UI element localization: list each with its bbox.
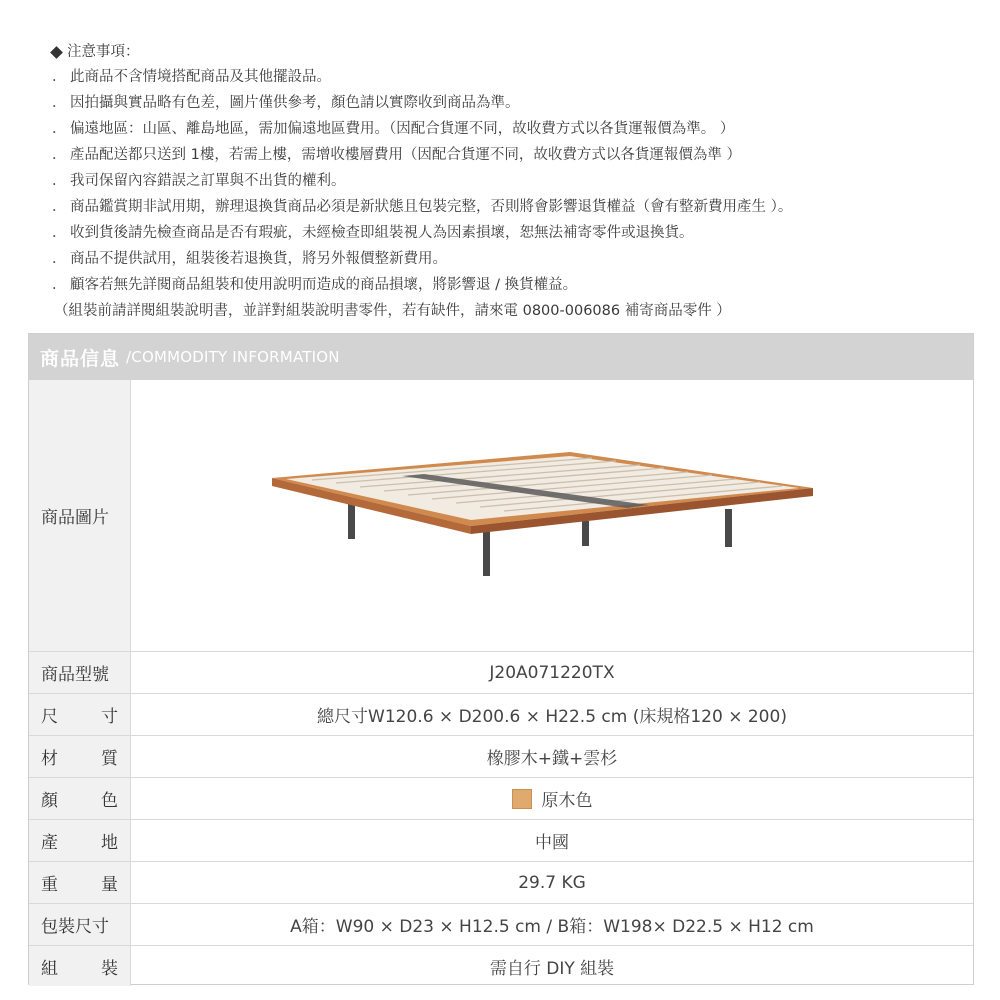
bullet-icon: ． xyxy=(52,199,67,215)
label-char: 重 xyxy=(41,875,58,895)
note-text: 此商品不含情境搭配商品及其他擺設品。 xyxy=(70,69,331,85)
assembly-value: 需自行 DIY 組裝 xyxy=(489,958,615,979)
note-item xyxy=(48,142,792,168)
bullet-icon: ． xyxy=(52,95,67,111)
product-image-cell xyxy=(131,380,973,651)
note-text: 商品不提供試用，組裝後若退換貨，將另外報價整新費用。 xyxy=(70,251,447,267)
color-cell xyxy=(131,778,973,819)
row-label-size xyxy=(29,694,131,735)
bullet-icon: ． xyxy=(52,251,67,267)
table-header-subtitle: /COMMODITY INFORMATION xyxy=(126,348,340,366)
label-char: 尺 xyxy=(41,707,58,727)
note-text: 因拍攝與實品略有色差，圖片僅供參考，顏色請以實際收到商品為準。 xyxy=(70,95,520,111)
package-value: A箱：W90 × D23 × H12.5 cm / B箱：W198× D22.5 × H12 cm xyxy=(290,917,814,937)
note-text: 顧客若無先詳閱商品組裝和使用說明而造成的商品損壞，將影響退 / 換貨權益。 xyxy=(70,277,578,293)
notes-title-row xyxy=(48,40,792,64)
color-value: 原木色 xyxy=(541,791,593,811)
note-item xyxy=(48,168,792,194)
table-row xyxy=(29,651,973,693)
label-char: 量 xyxy=(101,875,118,895)
color-swatch xyxy=(512,789,532,809)
assembly-note: （組裝前請詳閱組裝說明書，並詳對組裝說明書零件，若有缺件，請來電 0800-006086 補寄商品零件 ） xyxy=(54,303,731,319)
notes-section xyxy=(48,40,792,324)
label-char: 色 xyxy=(101,791,118,811)
table-header-title: 商品信息 xyxy=(40,347,121,370)
note-text: 收到貨後請先檢查商品是否有瑕疵，未經檢查即組裝視人為因素損壞，恕無法補寄零件或退換貨。 xyxy=(70,225,694,241)
weight-value: 29.7 KG xyxy=(518,872,586,893)
material-value: 橡膠木+鐵+雲杉 xyxy=(486,749,618,769)
commodity-info-table xyxy=(28,333,974,985)
bed-slat-area xyxy=(286,456,799,520)
label-char: 產 xyxy=(41,833,58,853)
note-text: 我司保留內容錯誤之訂單與不出貨的權利。 xyxy=(70,173,346,189)
table-header xyxy=(29,334,973,380)
row-label-package: 包裝尺寸 xyxy=(29,904,131,945)
note-item xyxy=(48,64,792,90)
bullet-icon: ． xyxy=(52,225,67,241)
model-value: J20A071220TX xyxy=(489,662,615,683)
table-row-image xyxy=(29,380,973,651)
note-item xyxy=(48,272,792,298)
table-row xyxy=(29,693,973,735)
size-value: 總尺寸W120.6 × D200.6 × H22.5 cm (床規格120 × 200) xyxy=(317,707,787,727)
note-item xyxy=(48,116,792,142)
label-char: 寸 xyxy=(101,707,118,727)
table-row xyxy=(29,819,973,861)
table-row xyxy=(29,945,973,986)
table-row xyxy=(29,777,973,819)
bullet-icon: ． xyxy=(52,173,67,189)
note-text: 偏遠地區：山區、離島地區，需加偏遠地區費用。（因配合貨運不同，故收費方式以各貨運報價為準。 ） xyxy=(70,121,735,137)
bullet-icon: ． xyxy=(52,147,67,163)
table-row xyxy=(29,903,973,945)
note-item xyxy=(48,246,792,272)
bed-frame-image xyxy=(272,441,832,591)
bed-leg xyxy=(348,501,355,539)
table-row xyxy=(29,735,973,777)
bed-leg xyxy=(483,526,490,576)
diamond-icon xyxy=(50,46,63,59)
row-label-color xyxy=(29,778,131,819)
label-char: 顏 xyxy=(41,791,58,811)
notes-title: 注意事項： xyxy=(67,44,140,60)
note-text: 產品配送都只送到 1樓，若需上樓，需增收樓層費用（因配合貨運不同，故收費方式以各貨運報價為準 ） xyxy=(70,147,741,163)
row-label-origin xyxy=(29,820,131,861)
label-char: 組 xyxy=(41,958,58,979)
label-char: 地 xyxy=(101,833,118,853)
bullet-icon: ． xyxy=(52,277,67,293)
note-text: 商品鑑賞期非試用期，辦理退換貨商品必須是新狀態且包裝完整，否則將會影響退貨權益（會有整新費用產生 ）。 xyxy=(70,199,793,215)
bullet-icon: ． xyxy=(52,69,67,85)
note-item xyxy=(48,220,792,246)
bed-leg xyxy=(582,521,589,546)
origin-value: 中國 xyxy=(535,833,569,853)
note-item xyxy=(48,194,792,220)
row-label-assembly xyxy=(29,946,131,986)
label-char: 質 xyxy=(101,749,118,769)
label-char: 材 xyxy=(41,749,58,769)
bullet-icon: ． xyxy=(52,121,67,137)
note-item xyxy=(48,90,792,116)
row-label-image: 商品圖片 xyxy=(29,380,131,651)
row-label-model: 商品型號 xyxy=(29,652,131,693)
table-row xyxy=(29,861,973,903)
row-label-material xyxy=(29,736,131,777)
bed-leg xyxy=(725,509,732,547)
label-char: 裝 xyxy=(101,958,118,979)
row-label-weight xyxy=(29,862,131,903)
